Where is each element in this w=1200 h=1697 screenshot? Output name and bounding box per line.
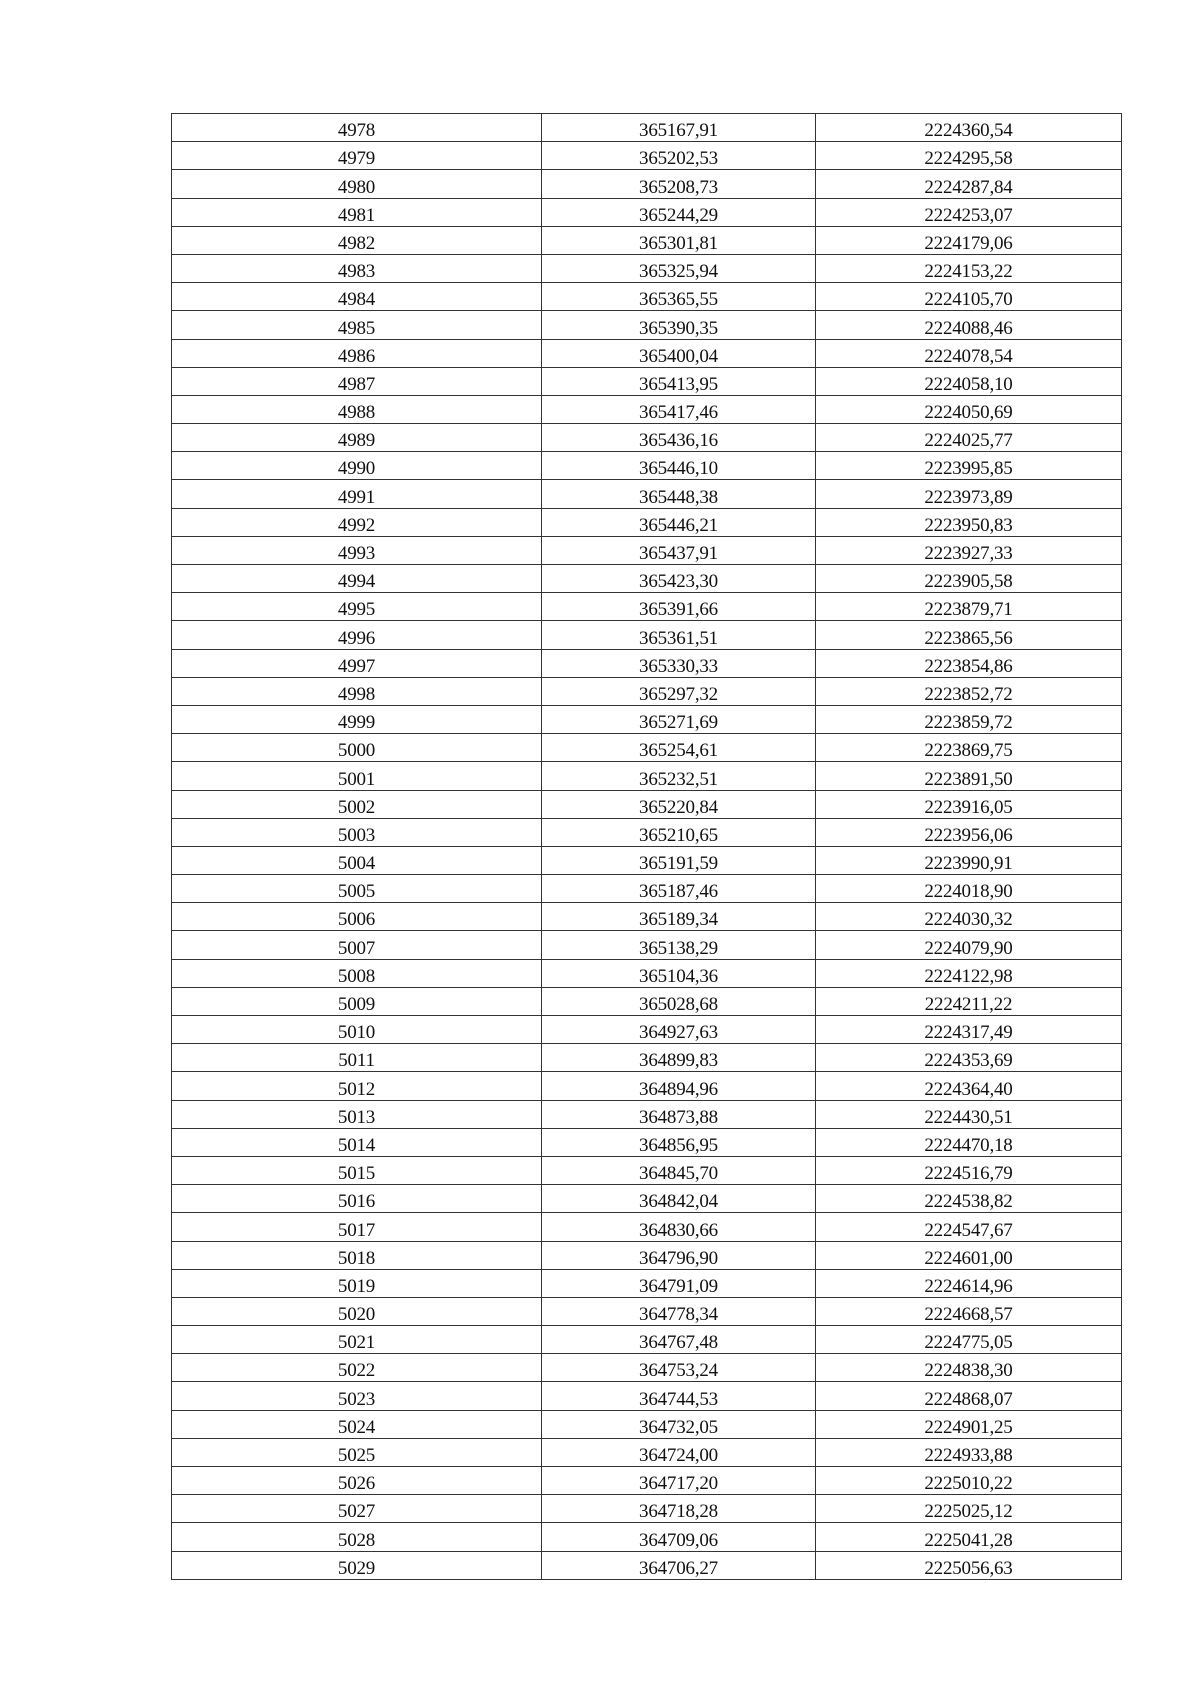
y-coordinate-cell: 2224516,79 xyxy=(816,1156,1122,1184)
point-number-cell: 4987 xyxy=(172,367,542,395)
table-row xyxy=(172,536,1122,564)
point-number-cell: 5017 xyxy=(172,1213,542,1241)
x-coordinate-cell: 365417,46 xyxy=(542,395,816,423)
point-number-cell: 4982 xyxy=(172,226,542,254)
point-number-cell: 5029 xyxy=(172,1551,542,1579)
point-number-cell: 5024 xyxy=(172,1410,542,1438)
y-coordinate-cell: 2223905,58 xyxy=(816,565,1122,593)
x-coordinate-cell: 365189,34 xyxy=(542,903,816,931)
x-coordinate-cell: 364744,53 xyxy=(542,1382,816,1410)
point-number-cell: 5007 xyxy=(172,931,542,959)
y-coordinate-cell: 2223956,06 xyxy=(816,818,1122,846)
x-coordinate-cell: 365191,59 xyxy=(542,846,816,874)
x-coordinate-cell: 364791,09 xyxy=(542,1269,816,1297)
point-number-cell: 5010 xyxy=(172,1016,542,1044)
table-row xyxy=(172,283,1122,311)
point-number-cell: 5015 xyxy=(172,1156,542,1184)
point-number-cell: 5006 xyxy=(172,903,542,931)
x-coordinate-cell: 365365,55 xyxy=(542,283,816,311)
table-row xyxy=(172,987,1122,1015)
x-coordinate-cell: 365390,35 xyxy=(542,311,816,339)
y-coordinate-cell: 2223973,89 xyxy=(816,480,1122,508)
point-number-cell: 5012 xyxy=(172,1072,542,1100)
table-row xyxy=(172,339,1122,367)
point-number-cell: 5023 xyxy=(172,1382,542,1410)
point-number-cell: 5004 xyxy=(172,846,542,874)
table-row xyxy=(172,1241,1122,1269)
table-row xyxy=(172,1297,1122,1325)
y-coordinate-cell: 2224287,84 xyxy=(816,170,1122,198)
y-coordinate-cell: 2225025,12 xyxy=(816,1495,1122,1523)
y-coordinate-cell: 2225056,63 xyxy=(816,1551,1122,1579)
point-number-cell: 4997 xyxy=(172,649,542,677)
y-coordinate-cell: 2224105,70 xyxy=(816,283,1122,311)
x-coordinate-cell: 365391,66 xyxy=(542,593,816,621)
y-coordinate-cell: 2224088,46 xyxy=(816,311,1122,339)
table-row xyxy=(172,846,1122,874)
x-coordinate-cell: 365436,16 xyxy=(542,424,816,452)
table-row xyxy=(172,114,1122,142)
point-number-cell: 4979 xyxy=(172,142,542,170)
y-coordinate-cell: 2223854,86 xyxy=(816,649,1122,677)
coordinates-table xyxy=(171,113,1122,1580)
x-coordinate-cell: 364899,83 xyxy=(542,1044,816,1072)
y-coordinate-cell: 2224360,54 xyxy=(816,114,1122,142)
table-row xyxy=(172,1551,1122,1579)
point-number-cell: 5011 xyxy=(172,1044,542,1072)
y-coordinate-cell: 2225041,28 xyxy=(816,1523,1122,1551)
y-coordinate-cell: 2223879,71 xyxy=(816,593,1122,621)
table-row xyxy=(172,1100,1122,1128)
x-coordinate-cell: 364767,48 xyxy=(542,1326,816,1354)
table-row xyxy=(172,170,1122,198)
point-number-cell: 5018 xyxy=(172,1241,542,1269)
x-coordinate-cell: 364717,20 xyxy=(542,1467,816,1495)
y-coordinate-cell: 2224868,07 xyxy=(816,1382,1122,1410)
y-coordinate-cell: 2224614,96 xyxy=(816,1269,1122,1297)
point-number-cell: 4981 xyxy=(172,198,542,226)
table-row xyxy=(172,1495,1122,1523)
y-coordinate-cell: 2225010,22 xyxy=(816,1467,1122,1495)
table-row xyxy=(172,875,1122,903)
point-number-cell: 5021 xyxy=(172,1326,542,1354)
y-coordinate-cell: 2223865,56 xyxy=(816,621,1122,649)
y-coordinate-cell: 2224025,77 xyxy=(816,424,1122,452)
table-row xyxy=(172,931,1122,959)
x-coordinate-cell: 365210,65 xyxy=(542,818,816,846)
table-row xyxy=(172,508,1122,536)
table-row xyxy=(172,1523,1122,1551)
x-coordinate-cell: 365271,69 xyxy=(542,705,816,733)
table-row xyxy=(172,1467,1122,1495)
table-row xyxy=(172,1185,1122,1213)
table-row xyxy=(172,142,1122,170)
x-coordinate-cell: 364856,95 xyxy=(542,1128,816,1156)
point-number-cell: 5027 xyxy=(172,1495,542,1523)
x-coordinate-cell: 365413,95 xyxy=(542,367,816,395)
point-number-cell: 4989 xyxy=(172,424,542,452)
x-coordinate-cell: 364706,27 xyxy=(542,1551,816,1579)
x-coordinate-cell: 365301,81 xyxy=(542,226,816,254)
x-coordinate-cell: 365437,91 xyxy=(542,536,816,564)
table-row xyxy=(172,705,1122,733)
x-coordinate-cell: 365232,51 xyxy=(542,762,816,790)
table-row xyxy=(172,649,1122,677)
table-row xyxy=(172,1438,1122,1466)
x-coordinate-cell: 364724,00 xyxy=(542,1438,816,1466)
y-coordinate-cell: 2223916,05 xyxy=(816,790,1122,818)
point-number-cell: 4995 xyxy=(172,593,542,621)
table-row xyxy=(172,734,1122,762)
table-row xyxy=(172,395,1122,423)
y-coordinate-cell: 2224353,69 xyxy=(816,1044,1122,1072)
x-coordinate-cell: 365187,46 xyxy=(542,875,816,903)
y-coordinate-cell: 2223869,75 xyxy=(816,734,1122,762)
x-coordinate-cell: 365361,51 xyxy=(542,621,816,649)
x-coordinate-cell: 365202,53 xyxy=(542,142,816,170)
x-coordinate-cell: 365325,94 xyxy=(542,254,816,282)
y-coordinate-cell: 2224838,30 xyxy=(816,1354,1122,1382)
point-number-cell: 4998 xyxy=(172,677,542,705)
point-number-cell: 5022 xyxy=(172,1354,542,1382)
x-coordinate-cell: 365448,38 xyxy=(542,480,816,508)
y-coordinate-cell: 2224253,07 xyxy=(816,198,1122,226)
x-coordinate-cell: 364873,88 xyxy=(542,1100,816,1128)
y-coordinate-cell: 2224547,67 xyxy=(816,1213,1122,1241)
table-row xyxy=(172,565,1122,593)
table-row xyxy=(172,1326,1122,1354)
x-coordinate-cell: 365297,32 xyxy=(542,677,816,705)
point-number-cell: 5014 xyxy=(172,1128,542,1156)
point-number-cell: 4990 xyxy=(172,452,542,480)
point-number-cell: 5019 xyxy=(172,1269,542,1297)
x-coordinate-cell: 364830,66 xyxy=(542,1213,816,1241)
point-number-cell: 5025 xyxy=(172,1438,542,1466)
x-coordinate-cell: 365104,36 xyxy=(542,959,816,987)
table-row xyxy=(172,311,1122,339)
x-coordinate-cell: 365208,73 xyxy=(542,170,816,198)
y-coordinate-cell: 2223852,72 xyxy=(816,677,1122,705)
x-coordinate-cell: 365423,30 xyxy=(542,565,816,593)
x-coordinate-cell: 365138,29 xyxy=(542,931,816,959)
x-coordinate-cell: 365244,29 xyxy=(542,198,816,226)
y-coordinate-cell: 2224538,82 xyxy=(816,1185,1122,1213)
table-row xyxy=(172,367,1122,395)
y-coordinate-cell: 2224668,57 xyxy=(816,1297,1122,1325)
table-row xyxy=(172,959,1122,987)
point-number-cell: 5020 xyxy=(172,1297,542,1325)
x-coordinate-cell: 364732,05 xyxy=(542,1410,816,1438)
x-coordinate-cell: 365220,84 xyxy=(542,790,816,818)
x-coordinate-cell: 364842,04 xyxy=(542,1185,816,1213)
point-number-cell: 5009 xyxy=(172,987,542,1015)
table-row xyxy=(172,1156,1122,1184)
point-number-cell: 4986 xyxy=(172,339,542,367)
y-coordinate-cell: 2224030,32 xyxy=(816,903,1122,931)
point-number-cell: 5002 xyxy=(172,790,542,818)
point-number-cell: 5005 xyxy=(172,875,542,903)
y-coordinate-cell: 2224179,06 xyxy=(816,226,1122,254)
table-row xyxy=(172,1269,1122,1297)
x-coordinate-cell: 364796,90 xyxy=(542,1241,816,1269)
y-coordinate-cell: 2224430,51 xyxy=(816,1100,1122,1128)
y-coordinate-cell: 2223950,83 xyxy=(816,508,1122,536)
y-coordinate-cell: 2224295,58 xyxy=(816,142,1122,170)
y-coordinate-cell: 2224901,25 xyxy=(816,1410,1122,1438)
point-number-cell: 4991 xyxy=(172,480,542,508)
table-row xyxy=(172,677,1122,705)
table-row xyxy=(172,226,1122,254)
table-row xyxy=(172,254,1122,282)
y-coordinate-cell: 2224079,90 xyxy=(816,931,1122,959)
point-number-cell: 4985 xyxy=(172,311,542,339)
table-row xyxy=(172,1072,1122,1100)
table-row xyxy=(172,621,1122,649)
point-number-cell: 5013 xyxy=(172,1100,542,1128)
y-coordinate-cell: 2223859,72 xyxy=(816,705,1122,733)
point-number-cell: 4996 xyxy=(172,621,542,649)
table-row xyxy=(172,1044,1122,1072)
point-number-cell: 4980 xyxy=(172,170,542,198)
table-row xyxy=(172,1128,1122,1156)
y-coordinate-cell: 2224018,90 xyxy=(816,875,1122,903)
x-coordinate-cell: 364845,70 xyxy=(542,1156,816,1184)
y-coordinate-cell: 2224317,49 xyxy=(816,1016,1122,1044)
y-coordinate-cell: 2224058,10 xyxy=(816,367,1122,395)
table-row xyxy=(172,1410,1122,1438)
point-number-cell: 5028 xyxy=(172,1523,542,1551)
table-row xyxy=(172,762,1122,790)
x-coordinate-cell: 365446,10 xyxy=(542,452,816,480)
y-coordinate-cell: 2224078,54 xyxy=(816,339,1122,367)
y-coordinate-cell: 2224470,18 xyxy=(816,1128,1122,1156)
y-coordinate-cell: 2224153,22 xyxy=(816,254,1122,282)
point-number-cell: 4994 xyxy=(172,565,542,593)
coordinates-table-body xyxy=(172,114,1122,1580)
point-number-cell: 4978 xyxy=(172,114,542,142)
y-coordinate-cell: 2224122,98 xyxy=(816,959,1122,987)
y-coordinate-cell: 2224775,05 xyxy=(816,1326,1122,1354)
point-number-cell: 5003 xyxy=(172,818,542,846)
y-coordinate-cell: 2223990,91 xyxy=(816,846,1122,874)
point-number-cell: 4984 xyxy=(172,283,542,311)
point-number-cell: 4993 xyxy=(172,536,542,564)
x-coordinate-cell: 365400,04 xyxy=(542,339,816,367)
x-coordinate-cell: 364894,96 xyxy=(542,1072,816,1100)
table-row xyxy=(172,480,1122,508)
point-number-cell: 5016 xyxy=(172,1185,542,1213)
x-coordinate-cell: 365167,91 xyxy=(542,114,816,142)
y-coordinate-cell: 2223995,85 xyxy=(816,452,1122,480)
x-coordinate-cell: 365330,33 xyxy=(542,649,816,677)
y-coordinate-cell: 2224050,69 xyxy=(816,395,1122,423)
table-row xyxy=(172,1213,1122,1241)
point-number-cell: 5008 xyxy=(172,959,542,987)
point-number-cell: 5001 xyxy=(172,762,542,790)
table-row xyxy=(172,1354,1122,1382)
x-coordinate-cell: 364718,28 xyxy=(542,1495,816,1523)
point-number-cell: 4999 xyxy=(172,705,542,733)
x-coordinate-cell: 364709,06 xyxy=(542,1523,816,1551)
table-row xyxy=(172,452,1122,480)
x-coordinate-cell: 365028,68 xyxy=(542,987,816,1015)
point-number-cell: 5026 xyxy=(172,1467,542,1495)
point-number-cell: 4992 xyxy=(172,508,542,536)
table-row xyxy=(172,818,1122,846)
point-number-cell: 4983 xyxy=(172,254,542,282)
x-coordinate-cell: 365446,21 xyxy=(542,508,816,536)
y-coordinate-cell: 2224211,22 xyxy=(816,987,1122,1015)
x-coordinate-cell: 365254,61 xyxy=(542,734,816,762)
x-coordinate-cell: 364927,63 xyxy=(542,1016,816,1044)
table-row xyxy=(172,1016,1122,1044)
table-row xyxy=(172,198,1122,226)
y-coordinate-cell: 2223927,33 xyxy=(816,536,1122,564)
y-coordinate-cell: 2223891,50 xyxy=(816,762,1122,790)
table-row xyxy=(172,903,1122,931)
table-row xyxy=(172,1382,1122,1410)
point-number-cell: 5000 xyxy=(172,734,542,762)
y-coordinate-cell: 2224601,00 xyxy=(816,1241,1122,1269)
x-coordinate-cell: 364778,34 xyxy=(542,1297,816,1325)
table-row xyxy=(172,424,1122,452)
y-coordinate-cell: 2224364,40 xyxy=(816,1072,1122,1100)
y-coordinate-cell: 2224933,88 xyxy=(816,1438,1122,1466)
table-row xyxy=(172,790,1122,818)
table-row xyxy=(172,593,1122,621)
x-coordinate-cell: 364753,24 xyxy=(542,1354,816,1382)
point-number-cell: 4988 xyxy=(172,395,542,423)
